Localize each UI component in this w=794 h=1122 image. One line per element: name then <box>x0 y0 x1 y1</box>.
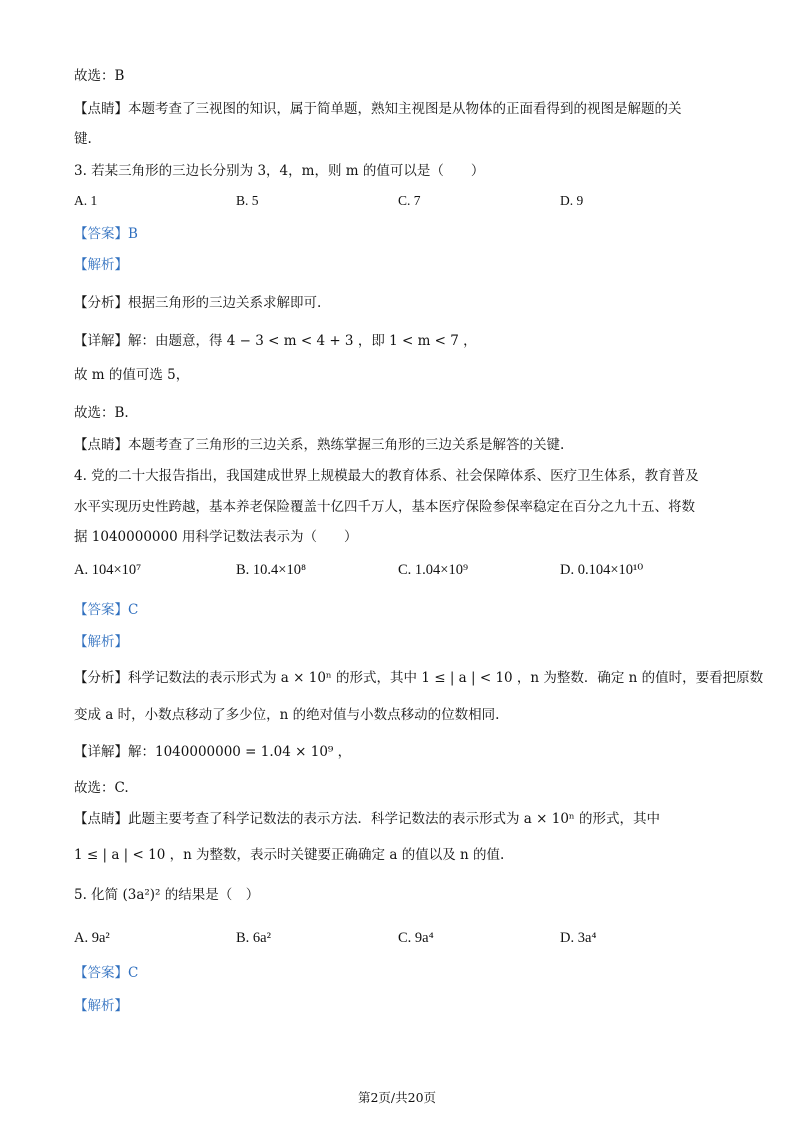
question-5-options <box>74 930 734 950</box>
comment-text: 【点睛】此题主要考查了科学记数法的表示方法．科学记数法的表示形式为 a × 10ⁿ 的形式，其中 <box>74 811 661 827</box>
option-d: D. 9 <box>560 193 584 208</box>
conclusion-text: 故选：C. <box>74 780 129 796</box>
question-3-options <box>74 193 734 213</box>
question-5-stem: 5. 化简 (3a²)² 的结果是（ ） <box>74 887 260 903</box>
analysis-text: 变成 a 时，小数点移动了多少位，n 的绝对值与小数点移动的位数相同. <box>74 707 500 723</box>
page-number: 第2页/共20页 <box>357 1090 437 1105</box>
option-c: C. 7 <box>398 193 421 208</box>
detail-text: 【详解】解：由题意，得 4 − 3 < m < 4 + 3 ，即 1 < m < 7 ， <box>74 333 477 349</box>
option-a: A. 9a² <box>74 930 110 946</box>
analysis-label: 【解析】 <box>74 998 128 1014</box>
detail-text: 故 m 的值可选 5， <box>74 367 190 383</box>
question-3-stem: 3. 若某三角形的三边长分别为 3，4，m，则 m 的值可以是（ ） <box>74 163 485 179</box>
text-line: 键. <box>74 131 92 147</box>
comment-text: 【点睛】本题考查了三角形的三边关系，熟练掌握三角形的三边关系是解答的关键. <box>74 437 565 453</box>
analysis-label: 【解析】 <box>74 634 128 650</box>
option-b: B. 10.4×10⁸ <box>236 562 307 578</box>
comment-text: 1 ≤ | a | < 10 ，n 为整数，表示时关键要正确确定 a 的值以及 n 的值. <box>74 847 505 863</box>
analysis-text: 【分析】科学记数法的表示形式为 a × 10ⁿ 的形式，其中 1 ≤ | a | < 10 ，n 为整数．确定 n 的值时，要看把原数 <box>74 670 764 686</box>
option-a: A. 104×10⁷ <box>74 562 142 578</box>
detail-text: 【详解】解：1040000000 = 1.04 × 10⁹ ， <box>74 744 352 760</box>
option-b: B. 5 <box>236 193 259 208</box>
question-4-options <box>74 562 734 582</box>
text-line: 故选：B <box>74 68 125 84</box>
option-b: B. 6a² <box>236 930 271 946</box>
option-d: D. 0.104×10¹⁰ <box>560 562 644 578</box>
option-a: A. 1 <box>74 193 98 208</box>
option-c: C. 9a⁴ <box>398 930 434 946</box>
answer-label: 【答案】C <box>74 965 139 981</box>
analysis-label: 【解析】 <box>74 257 128 273</box>
question-4-stem: 水平实现历史性跨越，基本养老保险覆盖十亿四千万人，基本医疗保险参保率稳定在百分之九十五、将数 <box>74 499 695 515</box>
analysis-text: 【分析】根据三角形的三边关系求解即可. <box>74 295 322 311</box>
option-d: D. 3a⁴ <box>560 930 597 946</box>
answer-label: 【答案】B <box>74 226 138 242</box>
text-line: 【点睛】本题考查了三视图的知识，属于简单题，熟知主视图是从物体的正面看得到的视图是解题的关 <box>74 101 682 117</box>
question-4-stem: 4. 党的二十大报告指出，我国建成世界上规模最大的教育体系、社会保障体系、医疗卫生体系，教育普及 <box>74 468 699 484</box>
option-c: C. 1.04×10⁹ <box>398 562 469 578</box>
conclusion-text: 故选：B. <box>74 405 129 421</box>
answer-label: 【答案】C <box>74 602 139 618</box>
question-4-stem: 据 1040000000 用科学记数法表示为（ ） <box>74 529 358 545</box>
